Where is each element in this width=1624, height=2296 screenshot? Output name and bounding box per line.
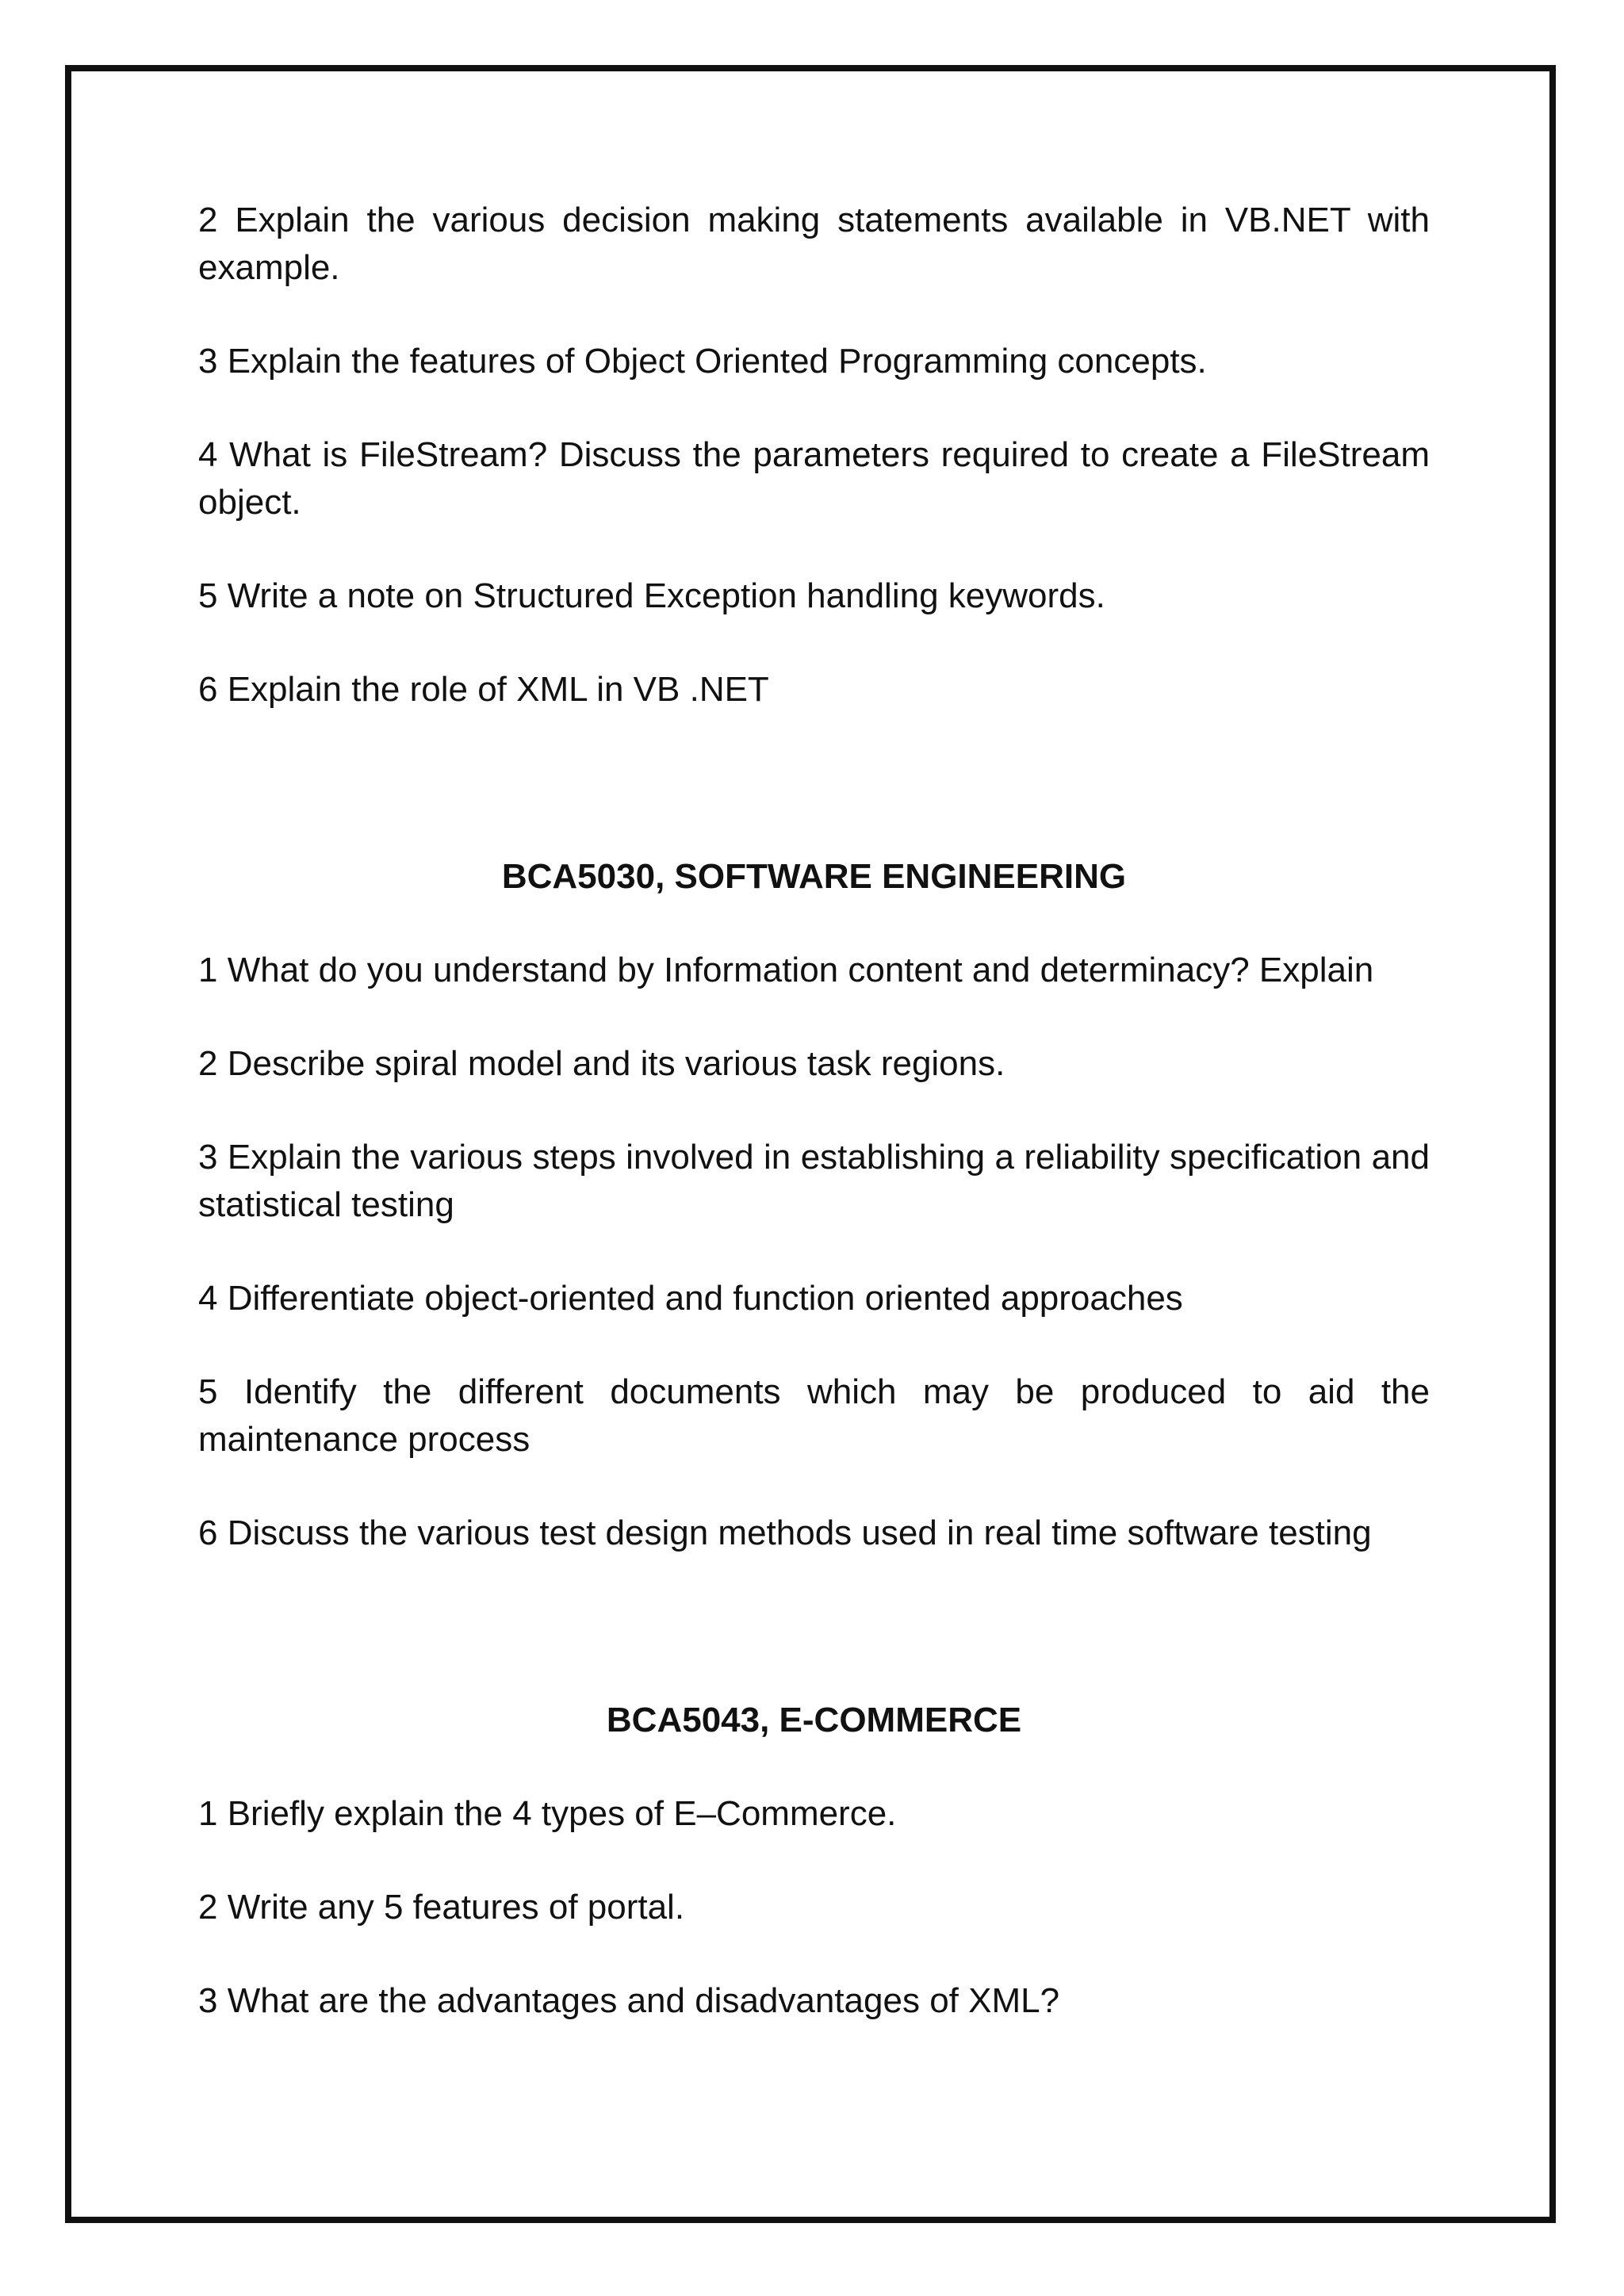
question-item: 3 Explain the various steps involved in establishing a reliability specification and statistical testing	[198, 1138, 1430, 1224]
question-item: 5 Identify the different documents which may be produced to aid the maintenance process	[198, 1372, 1430, 1459]
section-vbnet	[198, 197, 1430, 714]
document-body	[198, 197, 1430, 2071]
question-item: 3 What are the advantages and disadvantages of XML?	[198, 1981, 1060, 2020]
question-item: 1 Briefly explain the 4 types of E–Commerce.	[198, 1794, 897, 1833]
section-software-engineering	[198, 853, 1430, 1557]
question-item: 5 Write a note on Structured Exception handling keywords.	[198, 576, 1105, 615]
question-item: 4 Differentiate object-oriented and function oriented approaches	[198, 1279, 1183, 1318]
question-item: 6 Explain the role of XML in VB .NET	[198, 670, 769, 709]
section-e-commerce	[198, 1697, 1430, 2025]
question-item: 2 Write any 5 features of portal.	[198, 1888, 685, 1927]
question-item: 6 Discuss the various test design methods used in real time software testing	[198, 1513, 1372, 1552]
question-item: 1 What do you understand by Information content and determinacy? Explain	[198, 951, 1374, 989]
section-title: BCA5030, SOFTWARE ENGINEERING	[501, 857, 1127, 896]
section-title: BCA5043, E-COMMERCE	[606, 1701, 1022, 1739]
question-item: 2 Explain the various decision making statements available in VB.NET with example.	[198, 201, 1430, 287]
question-item: 2 Describe spiral model and its various task regions.	[198, 1044, 1005, 1083]
question-item: 4 What is FileStream? Discuss the parameters required to create a FileStream object.	[198, 435, 1430, 522]
question-item: 3 Explain the features of Object Oriented Programming concepts.	[198, 342, 1207, 381]
section-spacer	[198, 760, 1430, 853]
section-spacer	[198, 1603, 1430, 1697]
